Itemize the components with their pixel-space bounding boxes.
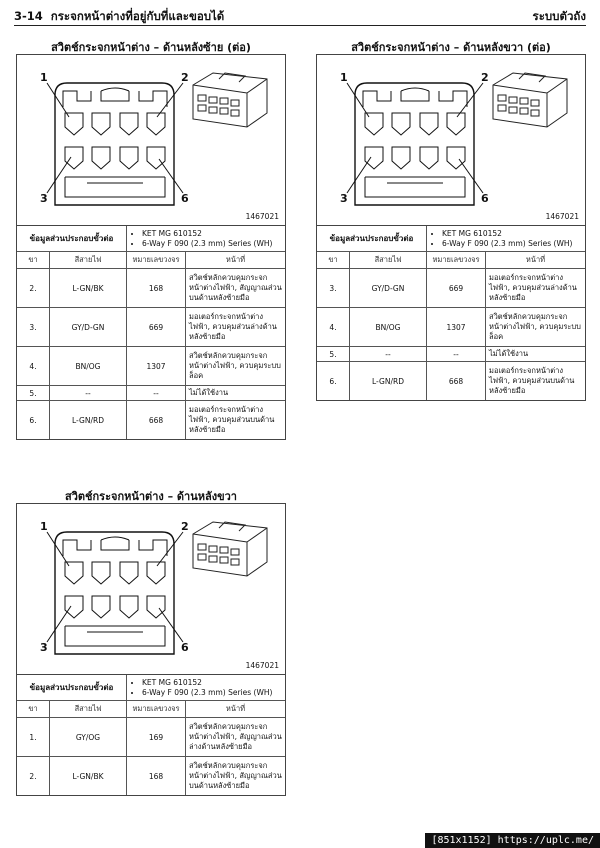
function-cell: สวิตช์หลักควบคุมกระจกหน้าต่างไฟฟ้า, สัญญาณส่วนล่างด้านหลังซ้ายมือ	[186, 718, 286, 757]
table-row	[317, 308, 585, 347]
pin-label-1: 1	[40, 71, 48, 84]
col-header-circuit: หมายเลขวงจร	[127, 252, 186, 269]
info-item: • 6-Way F 090 (2.3 mm) Series (WH)	[142, 688, 282, 697]
wire-color-cell: --	[50, 386, 127, 401]
pin-cell: 4.	[317, 308, 350, 347]
info-item: • 6-Way F 090 (2.3 mm) Series (WH)	[442, 239, 582, 248]
pin-cell: 1.	[17, 718, 50, 757]
chapter-title: กระจกหน้าต่างที่อยู่กับที่และขอบได้	[50, 9, 225, 23]
pin-cell: 6.	[317, 362, 350, 401]
table-row	[17, 718, 285, 757]
pin-cell: 6.	[17, 401, 50, 440]
column-headers	[17, 252, 285, 269]
connector-block-rear-right-cont	[316, 54, 586, 401]
connector-diagram	[317, 55, 585, 226]
pin-cell: 5.	[317, 347, 350, 362]
function-cell: มอเตอร์กระจกหน้าต่างไฟฟ้า, ควบคุมส่วนบนด้านหลังซ้ายมือ	[186, 401, 286, 440]
table-row	[317, 362, 585, 401]
col-header-function: หน้าที่	[186, 252, 286, 269]
col-header-color: สีสายไฟ	[50, 701, 127, 718]
table-row	[17, 269, 285, 308]
connector-block-rear-left	[16, 54, 286, 440]
pin-cell: 4.	[17, 347, 50, 386]
table-row	[17, 757, 285, 796]
connector-diagram	[17, 55, 285, 226]
wire-color-cell: L-GN/RD	[50, 401, 127, 440]
circuit-cell: 668	[127, 401, 186, 440]
header-left	[14, 8, 224, 26]
section-title-rear-left: สวิตช์กระจกหน้าต่าง – ด้านหลังซ้าย (ต่อ)	[51, 41, 251, 54]
wire-color-cell: L-GN/RD	[350, 362, 427, 401]
page-header	[14, 6, 586, 26]
section-title-rear-right-cont: สวิตช์กระจกหน้าต่าง – ด้านหลังขวา (ต่อ)	[351, 41, 551, 54]
connector-face-illustration	[17, 55, 285, 225]
circuit-cell: 668	[427, 362, 486, 401]
col-header-function: หน้าที่	[486, 252, 586, 269]
col-header-circuit: หมายเลขวงจร	[427, 252, 486, 269]
circuit-cell: 669	[427, 269, 486, 308]
pin-label-2: 2	[181, 520, 189, 533]
wire-color-cell: --	[350, 347, 427, 362]
section-name: ระบบตัวถัง	[532, 9, 586, 23]
info-values	[127, 675, 286, 701]
function-cell: สวิตช์หลักควบคุมกระจกหน้าต่างไฟฟ้า, ควบคุมระบบล็อค	[486, 308, 586, 347]
header-rule	[14, 25, 586, 26]
col-header-circuit: หมายเลขวงจร	[127, 701, 186, 718]
connector-table	[317, 226, 585, 400]
function-cell: สวิตช์หลักควบคุมกระจกหน้าต่างไฟฟ้า, สัญญาณส่วนบนด้านหลังซ้ายมือ	[186, 757, 286, 796]
info-row	[317, 226, 585, 252]
pin-label-6: 6	[181, 192, 189, 205]
wire-color-cell: L-GN/BK	[50, 269, 127, 308]
table-row	[17, 401, 285, 440]
info-label: ข้อมูลส่วนประกอบขั้วต่อ	[317, 226, 427, 252]
pin-label-1: 1	[40, 520, 48, 533]
circuit-cell: --	[127, 386, 186, 401]
table-row	[317, 347, 585, 362]
circuit-cell: 169	[127, 718, 186, 757]
pin-label-6: 6	[181, 641, 189, 654]
pin-label-2: 2	[181, 71, 189, 84]
pin-label-6: 6	[481, 192, 489, 205]
page-number: 3-14	[14, 9, 43, 23]
column-headers	[317, 252, 585, 269]
info-item: • KET MG 610152	[142, 678, 282, 687]
pin-cell: 2.	[17, 757, 50, 796]
col-header-pin: ขา	[17, 252, 50, 269]
table-row	[17, 347, 285, 386]
col-header-color: สีสายไฟ	[350, 252, 427, 269]
info-values	[427, 226, 586, 252]
circuit-cell: --	[427, 347, 486, 362]
pin-cell: 2.	[17, 269, 50, 308]
table-row	[317, 269, 585, 308]
info-item: • KET MG 610152	[442, 229, 582, 238]
function-cell: ไม่ได้ใช้งาน	[486, 347, 586, 362]
circuit-cell: 669	[127, 308, 186, 347]
info-item: • 6-Way F 090 (2.3 mm) Series (WH)	[142, 239, 282, 248]
connector-block-rear-right	[16, 503, 286, 796]
column-headers	[17, 701, 285, 718]
function-cell: มอเตอร์กระจกหน้าต่างไฟฟ้า, ควบคุมส่วนบนด้านหลังซ้ายมือ	[486, 362, 586, 401]
connector-diagram	[17, 504, 285, 675]
info-item: • KET MG 610152	[142, 229, 282, 238]
figure-code: 1467021	[245, 212, 279, 221]
function-cell: มอเตอร์กระจกหน้าต่างไฟฟ้า, ควบคุมส่วนล่างด้านหลังซ้ายมือ	[186, 308, 286, 347]
pin-label-1: 1	[340, 71, 348, 84]
circuit-cell: 1307	[127, 347, 186, 386]
function-cell: ไม่ได้ใช้งาน	[186, 386, 286, 401]
function-cell: มอเตอร์กระจกหน้าต่างไฟฟ้า, ควบคุมส่วนล่างด้านหลังซ้ายมือ	[486, 269, 586, 308]
function-cell: สวิตช์หลักควบคุมกระจกหน้าต่างไฟฟ้า, สัญญาณส่วนบนด้านหลังซ้ายมือ	[186, 269, 286, 308]
pin-label-2: 2	[481, 71, 489, 84]
footer-tag: [851x1152] https://uplc.me/	[425, 833, 600, 848]
pin-label-3: 3	[40, 192, 48, 205]
col-header-pin: ขา	[317, 252, 350, 269]
pin-cell: 3.	[17, 308, 50, 347]
info-label: ข้อมูลส่วนประกอบขั้วต่อ	[17, 675, 127, 701]
wire-color-cell: GY/OG	[50, 718, 127, 757]
info-label: ข้อมูลส่วนประกอบขั้วต่อ	[17, 226, 127, 252]
circuit-cell: 1307	[427, 308, 486, 347]
pin-label-3: 3	[340, 192, 348, 205]
table-row	[17, 308, 285, 347]
circuit-cell: 168	[127, 757, 186, 796]
figure-code: 1467021	[545, 212, 579, 221]
wire-color-cell: GY/D-GN	[50, 308, 127, 347]
wire-color-cell: GY/D-GN	[350, 269, 427, 308]
col-header-function: หน้าที่	[186, 701, 286, 718]
table-row	[17, 386, 285, 401]
wire-color-cell: BN/OG	[50, 347, 127, 386]
col-header-pin: ขา	[17, 701, 50, 718]
info-row	[17, 226, 285, 252]
figure-code: 1467021	[245, 661, 279, 670]
connector-face-illustration	[17, 504, 285, 674]
wire-color-cell: BN/OG	[350, 308, 427, 347]
section-title-rear-right: สวิตช์กระจกหน้าต่าง – ด้านหลังขวา	[65, 490, 237, 503]
function-cell: สวิตช์หลักควบคุมกระจกหน้าต่างไฟฟ้า, ควบคุมระบบล็อค	[186, 347, 286, 386]
info-row	[17, 675, 285, 701]
info-values	[127, 226, 286, 252]
col-header-color: สีสายไฟ	[50, 252, 127, 269]
connector-face-illustration	[317, 55, 585, 225]
pin-cell: 5.	[17, 386, 50, 401]
pin-label-3: 3	[40, 641, 48, 654]
pin-cell: 3.	[317, 269, 350, 308]
connector-table	[17, 226, 285, 439]
circuit-cell: 168	[127, 269, 186, 308]
connector-table	[17, 675, 285, 795]
wire-color-cell: L-GN/BK	[50, 757, 127, 796]
